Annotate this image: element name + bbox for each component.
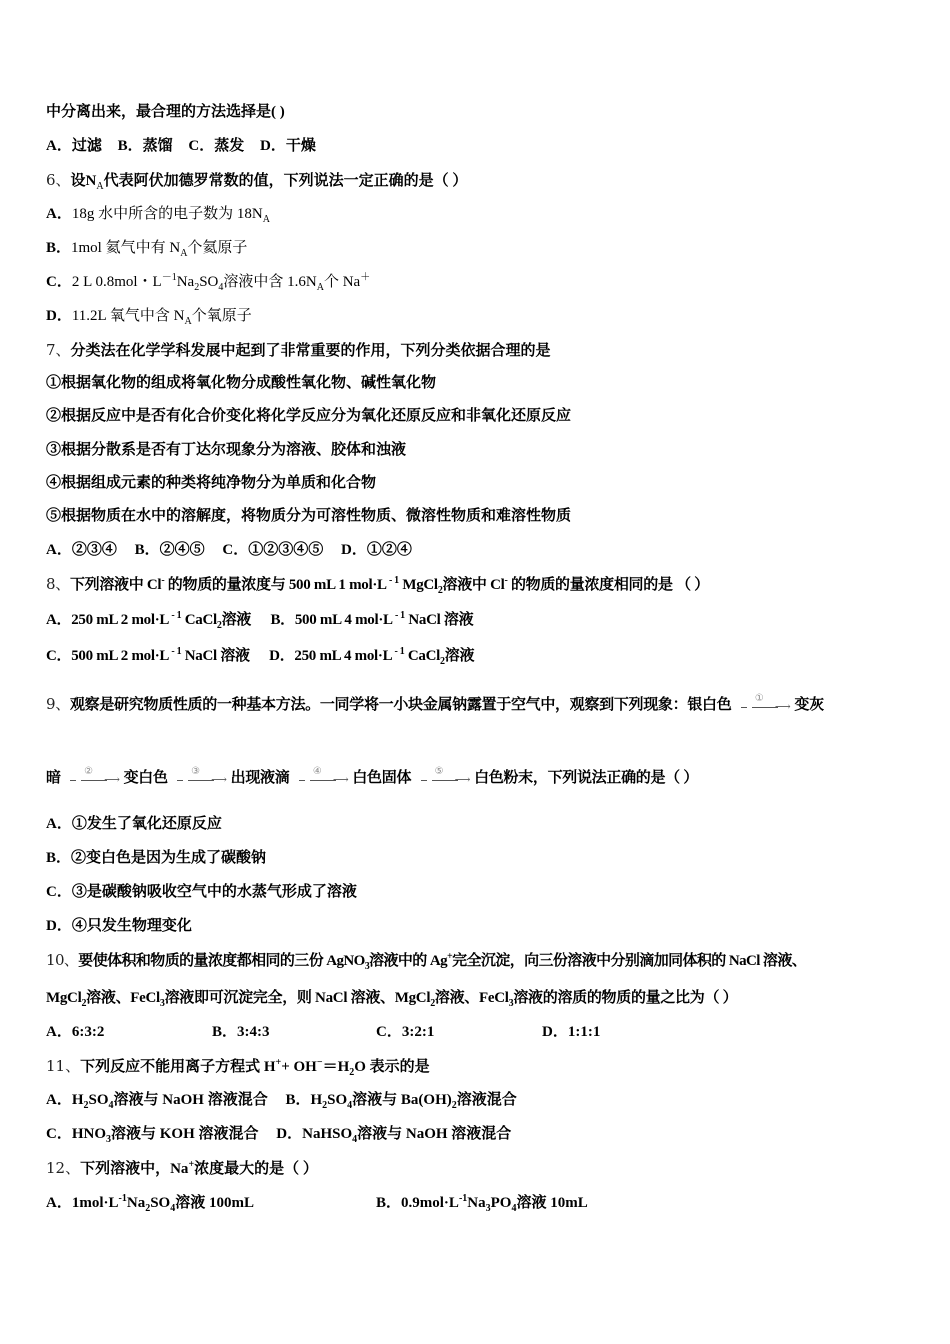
q11-option-c[interactable]: C．$HNO_3$溶液与 KOH 溶液混合 (46, 1126, 259, 1145)
q7-option-a[interactable]: A．②③④ (46, 542, 117, 558)
q11-options-cd (46, 1124, 511, 1144)
reaction-arrow-5: ⑤ ⟶ (421, 769, 465, 789)
q10-option-b[interactable]: B．3:4:3 (212, 1024, 270, 1040)
q6-option-b[interactable]: B．1mol 氦气中有 $N_A$个氦原子 (46, 240, 248, 259)
q8-options-cd (46, 646, 474, 666)
q10-option-c[interactable]: C．3:2:1 (376, 1024, 435, 1040)
q7-statement-3: ③根据分散系是否有丁达尔现象分为溶液、胶体和浊液 (46, 442, 407, 458)
q9-stem-line2: 暗 ② ⟶ 变白色 ③ ⟶ 出现液滴 ④ ⟶ 白色固体 ⑤ ⟶ 白色粉末，下列说法正确的是（ ） (46, 768, 698, 789)
q12-stem: 12、下列溶液中，Na+浓度最大的是（ ） (46, 1159, 318, 1177)
q7-statement-5: ⑤根据物质在水中的溶解度，将物质分为可溶性物质、微溶性物质和难溶性物质 (46, 508, 572, 524)
q5-option-a[interactable]: A．过滤 (46, 138, 102, 154)
q10-stem-line1: 10、要使体积和物质的量浓度都相同的三份 AgNO$_3$溶液中的 Ag+完全沉淀，向三份溶液中分别滴加同体积的 NaCl 溶液、 (46, 951, 807, 972)
q11-option-a[interactable]: A．$H_2SO_4$溶液与 NaOH 溶液混合 (46, 1092, 268, 1111)
q5-option-b[interactable]: B．蒸馏 (117, 138, 173, 154)
q7-options (46, 540, 412, 560)
reaction-arrow-4: ④ ⟶ (299, 769, 343, 789)
reaction-arrow-1: ① ⟶ (741, 696, 785, 716)
q8-option-c[interactable]: C．500 mL 2 mol·L $^{- 1}$ NaCl 溶液 (46, 646, 250, 664)
q7-option-d[interactable]: D．①②④ (341, 542, 412, 558)
q11-option-d[interactable]: D．NaHSO$_4$溶液与 NaOH 溶液混合 (276, 1126, 512, 1145)
q9-option-a[interactable]: A．①发生了氧化还原反应 (46, 816, 222, 832)
q11-option-b[interactable]: B．$H_2SO_4$溶液与 $Ba(OH)_2$溶液混合 (285, 1092, 517, 1111)
q9-option-c[interactable]: C．③是碳酸钠吸收空气中的水蒸气形成了溶液 (46, 884, 357, 900)
q5-option-c[interactable]: C．蒸发 (188, 138, 245, 154)
q9-option-b[interactable]: B．②变白色是因为生成了碳酸钠 (46, 850, 267, 866)
q8-option-d[interactable]: D．250 mL 4 mol·L $^{- 1}$ CaCl$_2$溶液 (269, 646, 475, 667)
q12-option-a[interactable]: A．$1mol\cdot L^{-1}Na_2SO_4$溶液 100mL (46, 1193, 254, 1214)
q9-option-d[interactable]: D．④只发生物理变化 (46, 918, 192, 934)
q8-options-ab (46, 610, 473, 630)
q6-option-c[interactable]: C．2 L 0.8mol・$L^{-1}Na_2SO_4$溶液中含 $1.6N_A$个 Na＋ (46, 272, 371, 293)
arrow-head-icon: ⟶ (211, 773, 227, 786)
q10-option-d[interactable]: D．1:1:1 (542, 1024, 601, 1040)
reaction-arrow-3: ③ ⟶ (177, 769, 221, 789)
q11-options-ab (46, 1090, 517, 1110)
q6-option-d[interactable]: D．11.2L 氧气中含 $N_A$个氧原子 (46, 308, 252, 327)
q12-option-b[interactable]: B．$0.9mol\cdot L^{-1}Na_3PO_4$溶液 10mL (376, 1193, 588, 1214)
arrow-head-icon: ⟶ (332, 773, 349, 786)
q11-stem: 11、下列反应不能用离子方程式 $H^++ OH^-=H_2O$ 表示的是 (46, 1057, 430, 1078)
arrow-head-icon: ⟶ (454, 773, 471, 786)
q7-option-b[interactable]: B．②④⑤ (134, 542, 205, 558)
q7-statement-4: ④根据组成元素的种类将纯净物分为单质和化合物 (46, 475, 377, 491)
q5-option-d[interactable]: D．干燥 (260, 138, 316, 154)
q7-statement-2: ②根据反应中是否有化合价变化将化学反应分为氧化还原反应和非氧化还原反应 (46, 408, 572, 424)
q10-stem-line2: MgCl$_2$溶液、FeCl$_3$溶液即可沉淀完全，则 NaCl 溶液、MgCl$_2$溶液、FeCl$_3$溶液的溶质的物质的量之比为（ ） (46, 990, 738, 1009)
q9-stem-line1: 9、观察是研究物质性质的一种基本方法。一同学将一小块金属钠露置于空气中，观察到下列现象：银白色 ① ⟶ 变灰 (46, 694, 824, 716)
q10-option-a[interactable]: A．6:3:2 (46, 1024, 105, 1040)
q8-stem: 8、下列溶液中 Cl- 的物质的量浓度与 500 mL 1 mol·L $^{- 1}$ MgCl$_2$溶液中 Cl- 的物质的量浓度相同的是 （ ） (46, 575, 709, 596)
q7-statement-1: ①根据氧化物的组成将氧化物分成酸性氧化物、碱性氧化物 (46, 375, 437, 391)
q8-option-a[interactable]: A．250 mL 2 mol·L $^{- 1}$ CaCl$_2$溶液 (46, 610, 251, 631)
arrow-head-icon: ⟶ (774, 700, 791, 713)
q6-stem: 6、设$N_A$代表阿伏加德罗常数的值，下列说法一定正确的是（ ） (46, 171, 468, 192)
q7-stem: 7、分类法在化学学科发展中起到了非常重要的作用，下列分类依据合理的是 (46, 341, 551, 359)
q7-option-c[interactable]: C．①②③④⑤ (222, 542, 324, 558)
q8-option-b[interactable]: B．500 mL 4 mol·L $^{- 1}$ NaCl 溶液 (270, 610, 474, 628)
q5-stem-tail: 中分离出来，最合理的方法选择是( ) (46, 104, 285, 120)
arrow-head-icon: ⟶ (104, 773, 120, 786)
reaction-arrow-2: ② ⟶ (70, 769, 114, 789)
q5-options (46, 136, 316, 156)
q6-option-a[interactable]: A．18g 水中所含的电子数为 $18N_A$ (46, 206, 270, 225)
